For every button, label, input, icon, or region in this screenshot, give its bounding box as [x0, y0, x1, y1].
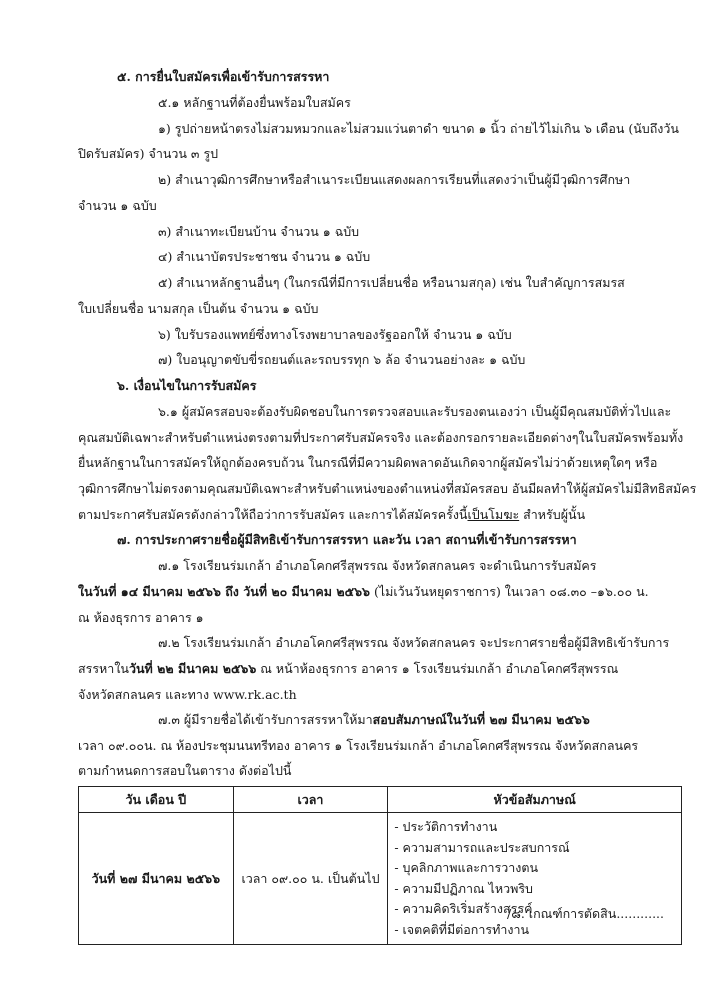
section-6-heading: ๖. เงื่อนไขในการรับสมัคร — [117, 378, 257, 393]
item-7: ๗) ใบอนุญาตขับขี่รถยนต์และรถบรรทุก ๖ ล้อ จำนวนอย่างละ ๑ ฉบับ — [158, 352, 526, 367]
topic-item: - เจตคติที่มีต่อการทำงาน — [394, 921, 530, 937]
section-6-1-line-5-text: ตามประกาศรับสมัครดังกล่าวให้ถือว่าการรับสมัคร และการได้สมัครครั้งนี้ — [78, 507, 468, 522]
header-date: วัน เดือน ปี — [79, 787, 234, 813]
item-5-line-2: ใบเปลี่ยนชื่อ นามสกุล เป็นต้น จำนวน ๑ ฉบับ — [78, 301, 319, 316]
item-1-line-1: ๑) รูปถ่ายหน้าตรงไม่สวมหมวกและไม่สวมแว่นตาดำ ขนาด ๑ นิ้ว ถ่ายไว้ไม่เกิน ๖ เดือน (นับถึงวัน — [158, 121, 679, 136]
item-2-line-2: จำนวน ๑ ฉบับ — [78, 198, 157, 213]
section-7-3-line-2: เวลา ๐๙.๐๐น. ณ ห้องประชุมนนทรีทอง อาคาร ๑ โรงเรียนร่มเกล้า อำเภอโคกศรีสุพรรณ จังหวัดสกลนคร — [78, 738, 639, 753]
topic-item: - ความมีปฏิภาณ ไหวพริบ — [394, 880, 533, 896]
header-topic: หัวข้อสัมภาษณ์ — [388, 787, 682, 813]
section-7-2-line-3: จังหวัดสกลนคร และทาง www.rk.ac.th — [78, 687, 297, 702]
announcement-date: วันที่ ๒๒ มีนาคม ๒๕๖๖ — [128, 661, 257, 676]
section-7-heading: ๗. การประกาศรายชื่อผู้มีสิทธิเข้ารับการสรรหา และวัน เวลา สถานที่เข้ารับการสรรหา — [117, 532, 577, 547]
section-7-3-line-3: ตามกำหนดการสอบในตาราง ดังต่อไปนี้ — [78, 763, 292, 778]
section-7-1-line-1: ๗.๑ โรงเรียนร่มเกล้า อำเภอโคกศรีสุพรรณ จังหวัดสกลนคร จะดำเนินการรับสมัคร — [158, 558, 597, 573]
section-6-1-line-4: วุฒิการศึกษาไม่ตรงตามคุณสมบัติเฉพาะสำหรับตำแหน่งของตำแหน่งที่สมัครสอบ อันมีผลทำให้ผู้สมัครไม่มีสิทธิสมัคร — [78, 481, 697, 496]
application-period: ในวันที่ ๑๔ มีนาคม ๒๕๖๖ ถึง วันที่ ๒๐ มีนาคม ๒๕๖๖ — [78, 584, 370, 599]
section-5-1-subheading: ๕.๑ หลักฐานที่ต้องยื่นพร้อมใบสมัคร — [158, 95, 351, 110]
table-row — [79, 813, 682, 945]
section-7-3-prefix: ๗.๓ ผู้มีรายชื่อได้เข้ารับการสรรหาให้มา — [158, 712, 373, 727]
void-term: เป็นโมฆะ — [467, 507, 520, 522]
application-hours: (ไม่เว้นวันหยุดราชการ) ในเวลา ๐๘.๓๐ –๑๖.๐๐ น. — [369, 584, 649, 599]
section-7-3-line-1 — [158, 711, 590, 729]
header-time: เวลา — [233, 787, 388, 813]
section-6-1-line-5 — [78, 506, 585, 524]
item-6: ๖) ใบรับรองแพทย์ซึ่งทางโรงพยาบาลของรัฐออกให้ จำนวน ๑ ฉบับ — [158, 327, 512, 342]
section-6-1-line-5-end: สำหรับผู้นั้น — [519, 507, 586, 522]
section-6-1-line-1: ๖.๑ ผู้สมัครสอบจะต้องรับผิดชอบในการตรวจสอบและรับรองตนเองว่า เป็นผู้มีคุณสมบัติทั่วไปและ — [158, 404, 672, 419]
item-5-line-1: ๕) สำเนาหลักฐานอื่นๆ (ในกรณีที่มีการเปลี่ยนชื่อ หรือนามสกุล) เช่น ใบสำคัญการสมรส — [158, 275, 625, 290]
topic-item: - ประวัติการทำงาน — [394, 819, 498, 834]
cell-topics — [388, 813, 682, 945]
interview-date: สอบสัมภาษณ์ในวันที่ ๒๗ มีนาคม ๒๕๖๖ — [372, 712, 590, 727]
section-5-heading: ๕. การยื่นใบสมัครเพื่อเข้ารับการสรรหา — [117, 69, 330, 84]
section-7-1-line-2 — [78, 583, 649, 601]
section-7-2-prefix: สรรหาใน — [78, 661, 129, 676]
item-2-line-1: ๒) สำเนาวุฒิการศึกษาหรือสำเนาระเบียนแสดงผลการเรียนที่แสดงว่าเป็นผู้มีวุฒิการศึกษา — [158, 172, 631, 187]
table-header-row — [79, 787, 682, 813]
section-7-2-location: ณ หน้าห้องธุรการ อาคาร ๑ โรงเรียนร่มเกล้า อำเภอโคกศรีสุพรรณ — [256, 661, 619, 676]
topic-item: - ความคิดริเริ่มสร้างสรรค์ — [394, 901, 533, 916]
item-3: ๓) สำเนาทะเบียนบ้าน จำนวน ๑ ฉบับ — [158, 224, 360, 239]
item-4: ๔) สำเนาบัตรประชาชน จำนวน ๑ ฉบับ — [158, 249, 371, 264]
section-6-1-line-2: คุณสมบัติเฉพาะสำหรับตำแหน่งตรงตามที่ประกาศรับสมัครจริง และต้องกรอกรายละเอียดต่างๆในใบสมัครพร้อมทั้ง — [78, 430, 684, 445]
section-7-2-line-2 — [78, 660, 618, 678]
topic-item: - ความสามารถและประสบการณ์ — [394, 839, 570, 855]
item-1-line-2: ปิดรับสมัคร) จำนวน ๓ รูป — [78, 146, 219, 161]
topic-item: - บุคลิกภาพและการวางตน — [394, 860, 539, 875]
continuation-footer: /๘. เกณฑ์การตัดสิน............ — [507, 906, 665, 921]
section-6-1-line-3: ยื่นหลักฐานในการสมัครให้ถูกต้องครบถ้วน ในกรณีที่มีความผิดพลาดอันเกิดจากผู้สมัครไม่ว่าด้วยเหตุใดๆ หรือ — [78, 455, 658, 470]
section-7-2-line-1: ๗.๒ โรงเรียนร่มเกล้า อำเภอโคกศรีสุพรรณ จังหวัดสกลนคร จะประกาศรายชื่อผู้มีสิทธิเข้ารับการ — [158, 635, 670, 650]
section-7-1-line-3: ณ ห้องธุรการ อาคาร ๑ — [78, 610, 204, 625]
cell-date: วันที่ ๒๗ มีนาคม ๒๕๖๖ — [79, 813, 234, 945]
cell-time: เวลา ๐๙.๐๐ น. เป็นต้นไป — [233, 813, 388, 945]
